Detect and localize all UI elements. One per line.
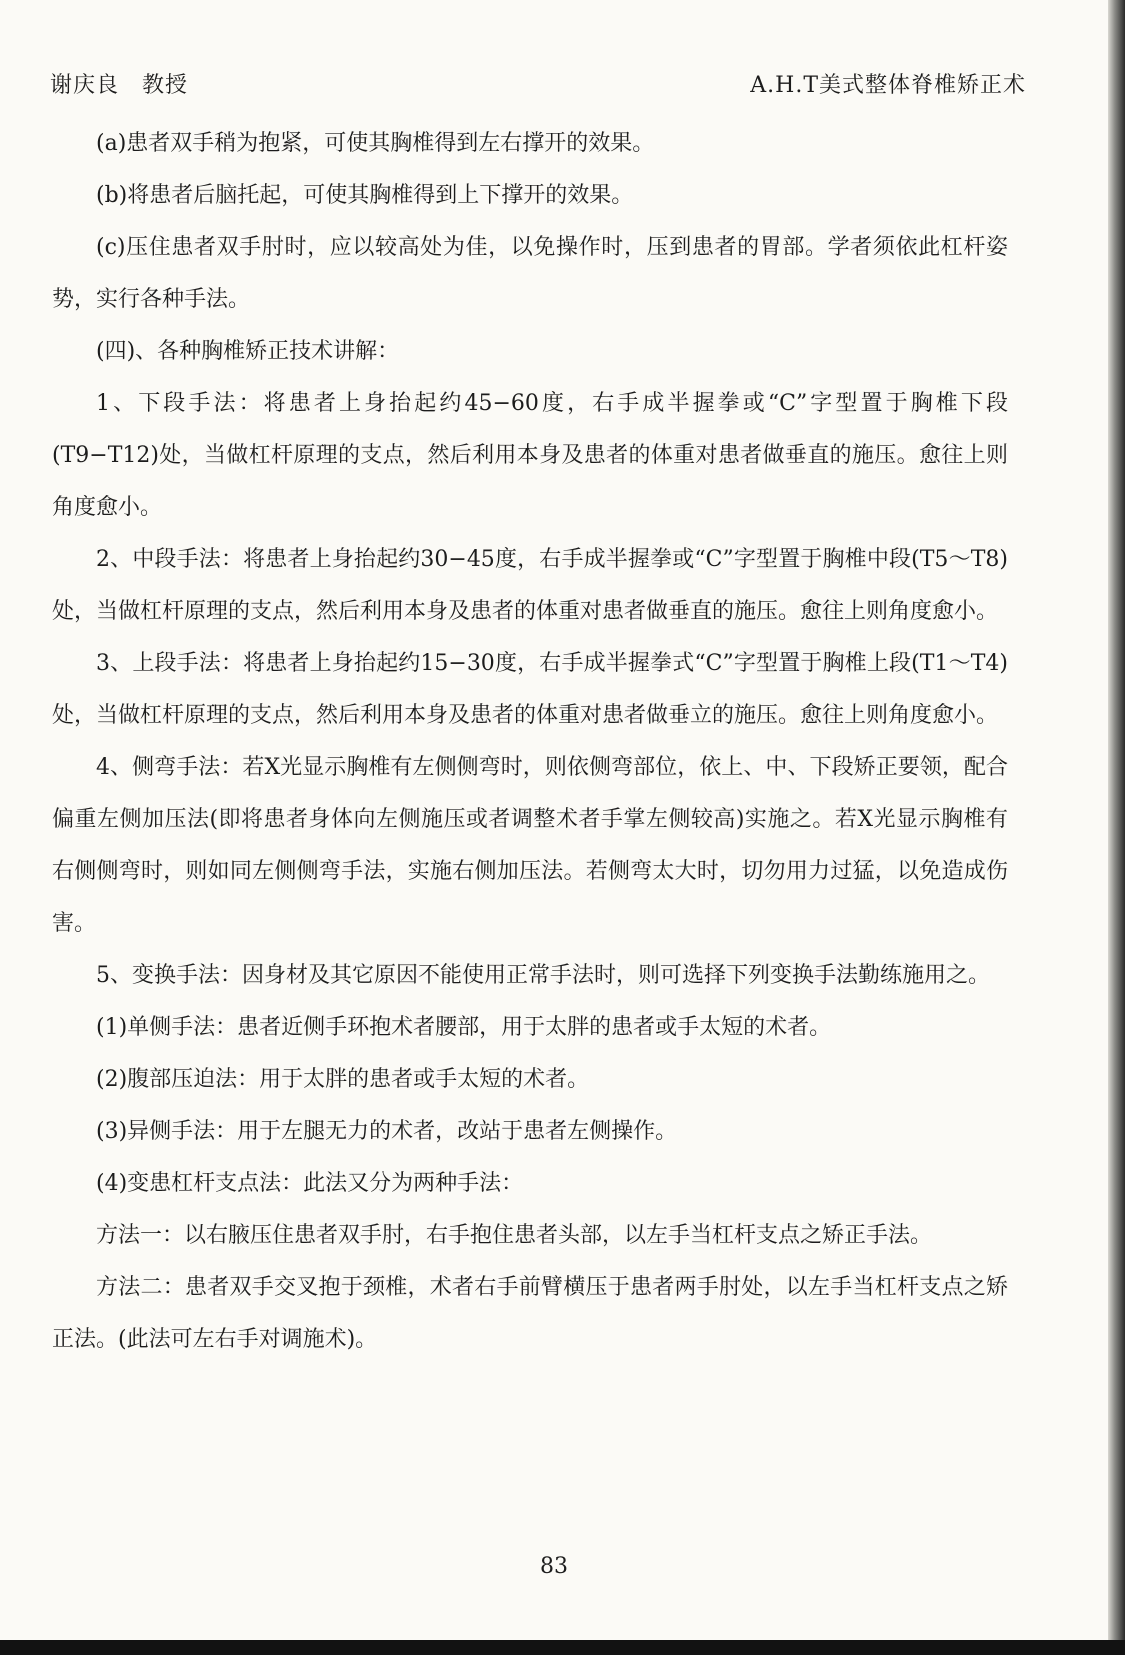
paragraph: 4、侧弯手法：若X光显示胸椎有左侧侧弯时，则依侧弯部位，依上、中、下段矫正要领，配合偏重左侧加压法(即将患者身体向左侧施压或者调整术者手掌左侧较高)实施之。若X光显示胸椎有右侧侧弯时，则如同左侧侧弯手法，实施右侧加压法。若侧弯太大时，切勿用力过猛，以免造成伤害。 (52, 755, 1008, 936)
paragraph: 2、中段手法：将患者上身抬起约30−45度，右手成半握拳或“C”字型置于胸椎中段(T5～T8)处，当做杠杆原理的支点，然后利用本身及患者的体重对患者做垂直的施压。愈往上则角度愈小。 (52, 547, 1008, 624)
section-heading: (四)、各种胸椎矫正技术讲解： (96, 339, 400, 364)
paragraph: 方法一：以右腋压住患者双手肘，右手抱住患者头部，以左手当杠杆支点之矫正手法。 (96, 1223, 933, 1248)
scan-border (0, 1640, 1125, 1655)
running-header (50, 68, 1026, 104)
paragraph: (3)异侧手法：用于左腿无力的术者，改站于患者左侧操作。 (96, 1119, 678, 1144)
body-text (52, 118, 1008, 1366)
header-author: 谢庆良 教授 (50, 73, 189, 98)
paragraph: 方法二：患者双手交叉抱于颈椎，术者右手前臂横压于患者两手肘处，以左手当杠杆支点之矫正法。(此法可左右手对调施术)。 (52, 1275, 1008, 1352)
paragraph: 3、上段手法：将患者上身抬起约15−30度，右手成半握拳式“C”字型置于胸椎上段(T1～T4)处，当做杠杆原理的支点，然后利用本身及患者的体重对患者做垂立的施压。愈往上则角度愈小。 (52, 651, 1008, 728)
header-book-title: A.H.T美式整体脊椎矫正术 (750, 73, 1026, 98)
paragraph: (2)腹部压迫法：用于太胖的患者或手太短的术者。 (96, 1067, 590, 1092)
paragraph: (4)变患杠杆支点法：此法又分为两种手法： (96, 1171, 524, 1196)
paragraph: 1、下段手法：将患者上身抬起约45−60度，右手成半握拳或“C”字型置于胸椎下段(T9−T12)处，当做杠杆原理的支点，然后利用本身及患者的体重对患者做垂直的施压。愈往上则角度愈小。 (52, 391, 1008, 520)
paragraph: (1)单侧手法：患者近侧手环抱术者腰部，用于太胖的患者或手太短的术者。 (96, 1015, 832, 1040)
page-number: 83 (540, 1554, 568, 1579)
page-edge-shadow (1108, 0, 1125, 1655)
paragraph: 5、变换手法：因身材及其它原因不能使用正常手法时，则可选择下列变换手法勤练施用之。 (96, 963, 991, 988)
paragraph: (b)将患者后脑托起，可使其胸椎得到上下撑开的效果。 (96, 183, 634, 208)
paragraph: (a)患者双手稍为抱紧，可使其胸椎得到左右撑开的效果。 (96, 131, 655, 156)
paragraph: (c)压住患者双手肘时，应以较高处为佳，以免操作时，压到患者的胃部。学者须依此杠杆姿势，实行各种手法。 (52, 235, 1008, 312)
